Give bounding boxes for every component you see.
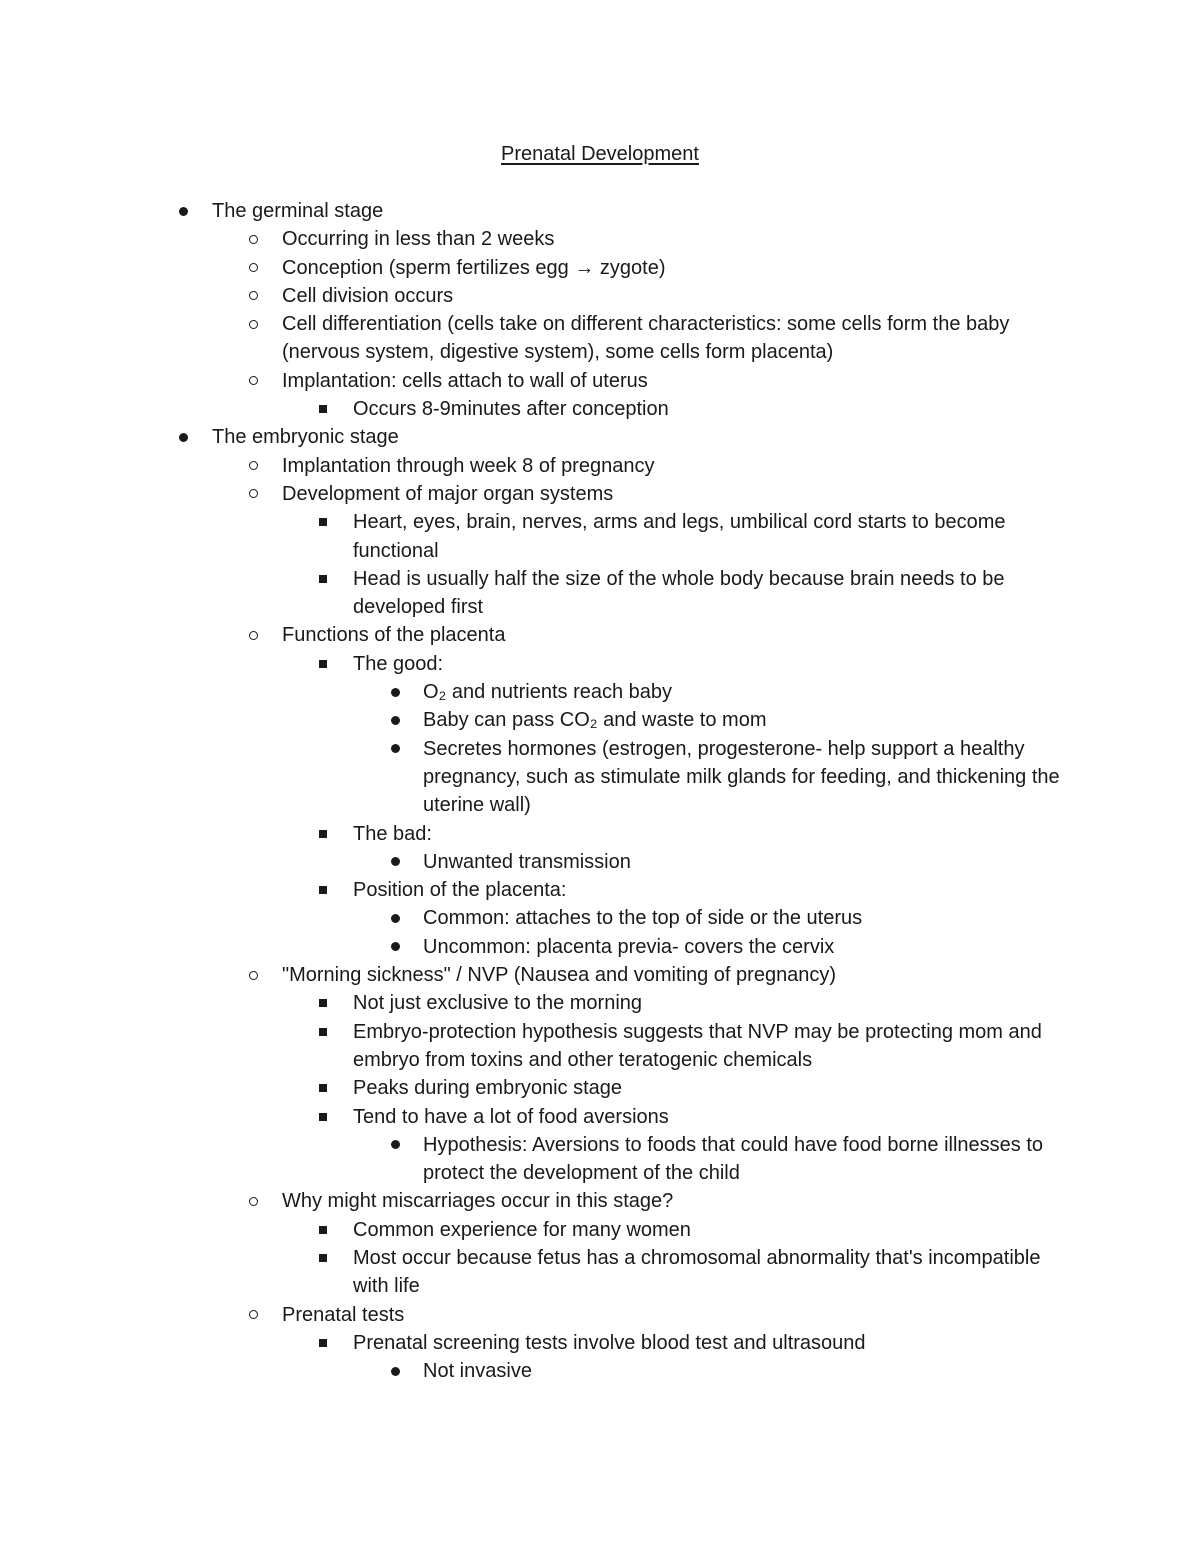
bullet-disc-icon [387, 1357, 403, 1385]
bullet-square-icon [315, 1103, 331, 1131]
bullet-circle-icon [245, 621, 261, 649]
list-item-text: Most occur because fetus has a chromosomal abnormality that's incompatible with life [353, 1246, 1041, 1298]
list-item [0, 1244, 1062, 1301]
list-item [0, 650, 1062, 678]
list-item-text: Heart, eyes, brain, nerves, arms and legs, umbilical cord starts to become functional [353, 511, 1006, 562]
list-item [0, 820, 1062, 848]
list-item [0, 1018, 1062, 1075]
list-item-text: Peaks during embryonic stage [353, 1077, 623, 1100]
list-item-text: Implantation: cells attach to wall of uterus [282, 369, 648, 392]
bullet-square-icon [315, 1018, 331, 1046]
bullet-disc-icon [175, 197, 191, 225]
bullet-square-icon [315, 820, 331, 848]
bullet-square-icon [315, 1074, 331, 1102]
list-item [0, 678, 1063, 706]
list-item [0, 706, 1063, 734]
list-item [0, 565, 1062, 622]
list-item-text: Embryo-protection hypothesis suggests that NVP may be protecting mom and embryo from toxins and other teratogenic chemicals [353, 1020, 1042, 1071]
list-item-text: The bad: [353, 822, 432, 845]
list-item [0, 1074, 1062, 1102]
list-item-text: Prenatal screening tests involve blood test and ultrasound [353, 1331, 866, 1354]
list-item-text: The embryonic stage [212, 426, 399, 449]
list-item [0, 423, 1062, 451]
list-item [0, 197, 1062, 225]
list-item-text: Not invasive [423, 1360, 532, 1383]
list-item [0, 1187, 1062, 1215]
bullet-circle-icon [245, 1301, 261, 1329]
bullet-circle-icon [245, 452, 261, 480]
list-item-text: Common experience for many women [353, 1218, 691, 1241]
bullet-disc-icon [387, 706, 403, 734]
bullet-square-icon [315, 650, 331, 678]
list-item [0, 848, 1063, 876]
list-item [0, 1357, 1063, 1385]
bullet-square-icon [315, 876, 331, 904]
list-item [0, 1216, 1062, 1244]
list-item-text: Functions of the placenta [282, 624, 506, 647]
list-item-text: Cell differentiation (cells take on different characteristics: some cells form the baby (nervous system, digestive system), some cells form placenta) [282, 313, 1010, 364]
bullet-disc-icon [387, 735, 403, 763]
bullet-circle-icon [245, 254, 261, 282]
bullet-square-icon [315, 508, 331, 536]
bullet-disc-icon [387, 904, 403, 932]
list-item [0, 508, 1062, 565]
bullet-disc-icon [387, 1131, 403, 1159]
list-item-text: Occurring in less than 2 weeks [282, 228, 555, 251]
list-item-text: "Morning sickness" / NVP (Nausea and vomiting of pregnancy) [282, 964, 837, 987]
bullet-square-icon [315, 1216, 331, 1244]
list-item-text: Cell division occurs [282, 284, 454, 307]
list-item-text: Position of the placenta: [353, 879, 567, 902]
list-item [0, 961, 1062, 989]
list-item-text: Occurs 8-9minutes after conception [353, 398, 669, 421]
bullet-disc-icon [387, 848, 403, 876]
list-item [0, 1301, 1062, 1329]
list-item [0, 1131, 1063, 1188]
list-item [0, 395, 1062, 423]
list-item [0, 621, 1062, 649]
list-item-text: Development of major organ systems [282, 482, 614, 505]
list-item-text: Uncommon: placenta previa- covers the cervix [423, 935, 835, 958]
list-item-text: Conception (sperm fertilizes egg → zygote) [282, 256, 666, 279]
outline-list [0, 197, 1200, 1385]
list-item-text: The good: [353, 652, 444, 675]
list-item [0, 904, 1063, 932]
list-item [0, 282, 1062, 310]
document-title: Prenatal Development [501, 143, 699, 165]
bullet-circle-icon [245, 1187, 261, 1215]
list-item-text: Hypothesis: Aversions to foods that could have food borne illnesses to protect the development of the child [423, 1133, 1044, 1185]
bullet-square-icon [315, 565, 331, 593]
list-item [0, 989, 1062, 1017]
bullet-circle-icon [245, 225, 261, 253]
bullet-circle-icon [245, 961, 261, 989]
list-item-text: Prenatal tests [282, 1303, 405, 1326]
list-item-text: Head is usually half the size of the whole body because brain needs to be developed first [353, 567, 1005, 619]
list-item-text: Secretes hormones (estrogen, progesterone- help support a healthy pregnancy, such as stimulate milk glands for feeding, and thickening the uterine wall) [423, 737, 1060, 817]
list-item-text: Tend to have a lot of food aversions [353, 1105, 669, 1128]
list-item [0, 367, 1062, 395]
list-item [0, 876, 1062, 904]
list-item [0, 735, 1063, 820]
list-item [0, 225, 1062, 253]
list-item [0, 452, 1062, 480]
bullet-square-icon [315, 1329, 331, 1357]
list-item-text: O₂ and nutrients reach baby [423, 681, 673, 704]
bullet-circle-icon [245, 282, 261, 310]
bullet-square-icon [315, 1244, 331, 1272]
bullet-circle-icon [245, 480, 261, 508]
list-item-text: Baby can pass CO₂ and waste to mom [423, 709, 767, 732]
list-item-text: The germinal stage [212, 200, 384, 222]
bullet-circle-icon [245, 310, 261, 338]
list-item-text: Why might miscarriages occur in this stage? [282, 1190, 674, 1213]
list-item [0, 480, 1062, 508]
bullet-circle-icon [245, 367, 261, 395]
bullet-disc-icon [387, 678, 403, 706]
list-item [0, 1329, 1062, 1357]
list-item-text: Unwanted transmission [423, 850, 631, 873]
list-item [0, 1103, 1062, 1131]
list-item-text: Not just exclusive to the morning [353, 992, 643, 1015]
list-item [0, 933, 1063, 961]
bullet-square-icon [315, 395, 331, 423]
list-item [0, 254, 1062, 282]
list-item-text: Common: attaches to the top of side or the uterus [423, 907, 863, 930]
bullet-square-icon [315, 989, 331, 1017]
bullet-disc-icon [175, 423, 191, 451]
list-item [0, 310, 1062, 367]
bullet-disc-icon [387, 933, 403, 961]
list-item-text: Implantation through week 8 of pregnancy [282, 454, 655, 477]
